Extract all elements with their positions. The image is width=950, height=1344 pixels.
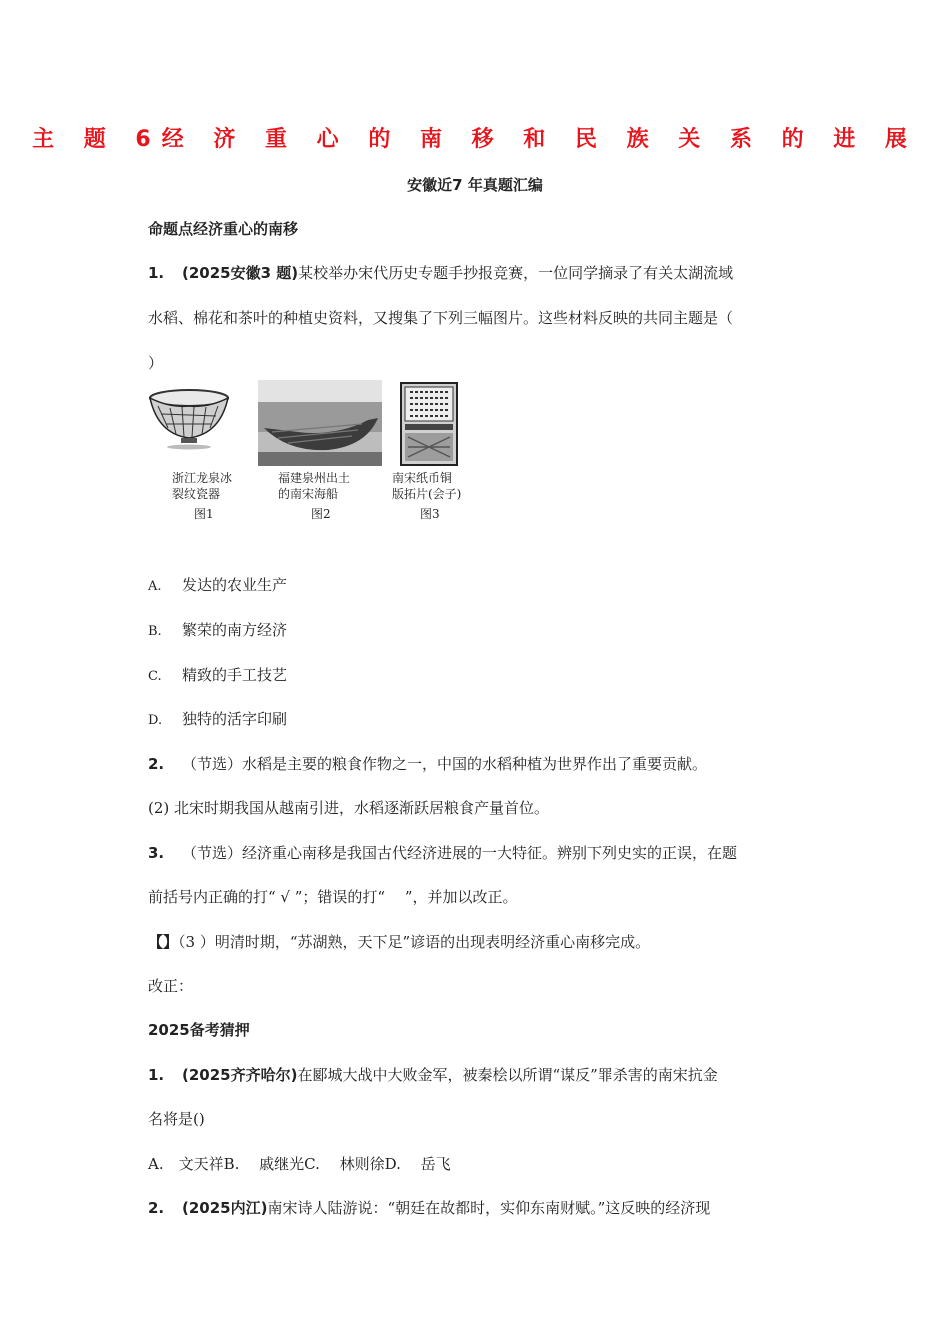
q1-line1 bbox=[148, 262, 808, 283]
p2-line1: 2. (2025内江)南宋诗人陆游说：“朝廷在故都时，实仰东南财赋。”这反映的经济现 bbox=[148, 1199, 711, 1217]
q3-correct: 改正： bbox=[148, 977, 194, 995]
q2-sub: (2) 北宋时期我国从越南引进，水稻逐渐跃居粮食产量首位。 bbox=[148, 799, 550, 817]
figure1-caption: 浙江龙泉冰 裂纹瓷器 bbox=[172, 471, 233, 501]
page-subtitle: 安徽近7 年真题汇编 bbox=[407, 176, 543, 194]
section-heading-1: 命题点经济重心的南移 bbox=[148, 220, 299, 238]
crackle-bowl-image bbox=[148, 388, 230, 450]
q1-option-c[interactable]: C. 精致的手工技艺 bbox=[148, 666, 288, 684]
q1-option-b[interactable]: B. 繁荣的南方经济 bbox=[148, 621, 288, 639]
q1-option-a[interactable]: A. 发达的农业生产 bbox=[148, 576, 288, 594]
paper-money-plate-image bbox=[400, 382, 458, 466]
q1-text-1: 某校举办宋代历史专题手抄报竞赛，一位同学摘录了有关太湖流域 bbox=[298, 264, 734, 282]
q1-number: 1. bbox=[148, 264, 165, 282]
q3-item: 【】（3 ）明清时期，“苏湖熟，天下足”谚语的出现表明经济重心南移完成。 bbox=[148, 933, 651, 951]
p1-line2: 名将是() bbox=[148, 1110, 205, 1128]
q2-line1: 2. （节选）水稻是主要的粮食作物之一，中国的水稻种植为世界作出了重要贡献。 bbox=[148, 755, 708, 773]
answer-bracket[interactable]: 【】 bbox=[148, 933, 179, 951]
q3-line1: 3. （节选）经济重心南移是我国古代经济进展的一大特征。辨别下列史实的正误，在题 bbox=[148, 844, 738, 862]
p1-line1: 1. (2025齐齐哈尔)在郾城大战中大败金军，被秦桧以所谓“谋反”罪杀害的南宋抗金 bbox=[148, 1066, 718, 1084]
figure3-caption: 南宋纸币铜 版拓片(会子) bbox=[392, 471, 462, 501]
q1-line2: 水稻、棉花和茶叶的种植史资料，又搜集了下列三幅图片。这些材料反映的共同主题是（ bbox=[148, 309, 734, 327]
page-title: 主 题 6经 济 重 心 的 南 移 和 民 族 关 系 的 进 展 bbox=[32, 127, 918, 152]
figure1-label: 图1 bbox=[194, 507, 214, 521]
q3-line2: 前括号内正确的打“ √ ”；错误的打“ ”，并加以改正。 bbox=[148, 888, 518, 906]
q1-line3: ） bbox=[148, 354, 164, 372]
q1-option-d[interactable]: D. 独特的活字印刷 bbox=[148, 710, 288, 728]
p1-options[interactable]: A. 文天祥B. 戚继光C. 林则徐D. 岳飞 bbox=[148, 1155, 451, 1173]
figure2-caption: 福建泉州出土 的南宋海船 bbox=[278, 471, 351, 501]
figure2-label: 图2 bbox=[311, 507, 331, 521]
q1-figures bbox=[148, 380, 478, 525]
section-heading-2: 2025备考猜押 bbox=[148, 1021, 250, 1039]
song-ship-image bbox=[258, 380, 382, 466]
q1-source: (2025安徽3 题) bbox=[182, 264, 299, 282]
figure3-label: 图3 bbox=[420, 507, 440, 521]
